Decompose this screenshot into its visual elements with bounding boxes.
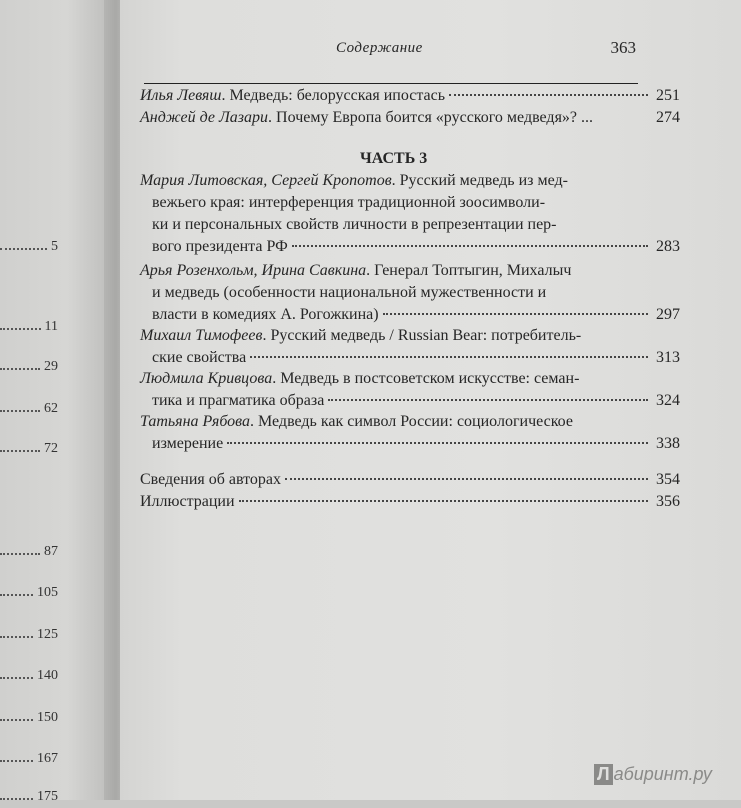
- toc-title-line: ские свойства: [152, 349, 247, 366]
- toc-entry: [140, 170, 680, 258]
- toc-page: 356: [656, 493, 680, 510]
- running-header-title: Содержание: [336, 40, 423, 56]
- left-page-number: 29: [0, 356, 58, 378]
- leader-dots: [285, 478, 648, 480]
- toc-page: 251: [656, 87, 680, 104]
- left-page-number: 125: [0, 624, 58, 646]
- toc-page: 283: [656, 238, 680, 255]
- part-heading: ЧАСТЬ 3: [360, 150, 428, 167]
- leader-dots: [292, 245, 648, 247]
- toc-title: . Медведь: белорусская ипостась: [221, 87, 446, 104]
- toc-page: 324: [656, 392, 680, 409]
- leader-dots: [383, 313, 648, 315]
- left-page-number: 62: [0, 398, 58, 420]
- left-page-number: 72: [0, 438, 58, 460]
- header-rule: [144, 83, 638, 84]
- toc-author: Татьяна Рябова: [140, 413, 251, 430]
- toc-author: Михаил Тимофеев: [140, 327, 263, 344]
- toc-entry: [140, 491, 680, 513]
- toc-title-line: . Генерал Топтыгин, Михалыч: [366, 262, 572, 279]
- left-page-number: 140: [0, 665, 58, 687]
- leader-dots: [239, 500, 648, 502]
- leader-dots: [250, 356, 648, 358]
- toc-page: 313: [656, 349, 680, 366]
- toc-title-line: . Медведь как символ России: социологическое: [250, 413, 573, 430]
- toc-page: 354: [656, 471, 680, 488]
- toc-title: Иллюстрации: [140, 493, 235, 510]
- left-page-number: 167: [0, 748, 58, 770]
- toc-title-line: . Русский медведь из мед-: [391, 172, 568, 189]
- toc-title-line: тика и прагматика образа: [152, 392, 325, 409]
- toc-title-line: власти в комедиях А. Рогожкина): [152, 306, 379, 323]
- toc-title: . Почему Европа боится «русского медведя»? ...: [268, 109, 594, 126]
- toc-title-line: вого президента РФ: [152, 238, 288, 255]
- toc-entry: [140, 469, 680, 491]
- watermark-logo: [594, 764, 712, 785]
- left-page-number: 150: [0, 707, 58, 729]
- toc-title: Сведения об авторах: [140, 471, 282, 488]
- watermark-badge: Л: [594, 764, 613, 785]
- left-page-number: 175: [0, 786, 58, 808]
- left-page-number: 11: [0, 316, 58, 338]
- toc-page: 274: [656, 109, 680, 126]
- toc-entry: [140, 107, 680, 129]
- left-page-number: 87: [0, 541, 58, 563]
- toc-author: Людмила Кривцова: [140, 370, 273, 387]
- toc-title-line: . Русский медведь / Russian Bear: потребитель-: [262, 327, 582, 344]
- toc-title-line: ки и персональных свойств личности в репрезентации пер-: [152, 216, 557, 233]
- watermark-text: абиринт.ру: [613, 764, 712, 784]
- toc-author: Илья Левяш: [140, 87, 222, 104]
- toc-entry: [140, 411, 680, 455]
- toc-title-line: измерение: [152, 435, 224, 452]
- left-page-number: 105: [0, 582, 58, 604]
- toc-entry: [140, 260, 680, 326]
- toc-page: 338: [656, 435, 680, 452]
- leader-dots: [328, 399, 648, 401]
- toc-entry: [140, 325, 680, 369]
- page-number: 363: [610, 38, 636, 57]
- leader-dots: [449, 94, 648, 96]
- leader-dots: [227, 442, 648, 444]
- toc-title-line: и медведь (особенности национальной мужественности и: [152, 284, 547, 301]
- toc-page: 297: [656, 306, 680, 323]
- toc-entry: [140, 85, 680, 107]
- left-page: [0, 0, 112, 804]
- toc-entry: [140, 368, 680, 412]
- running-header: [206, 40, 638, 64]
- toc-author: Мария Литовская, Сергей Кропотов: [140, 172, 392, 189]
- toc-title-line: . Медведь в постсоветском искусстве: семан-: [272, 370, 580, 387]
- left-page-number: 5: [0, 236, 58, 258]
- toc-title-line: вежьего края: интерференция традиционной зоосимволи-: [152, 194, 546, 211]
- toc-author: Анджей де Лазари: [140, 109, 269, 126]
- toc-author: Арья Розенхольм, Ирина Савкина: [140, 262, 367, 279]
